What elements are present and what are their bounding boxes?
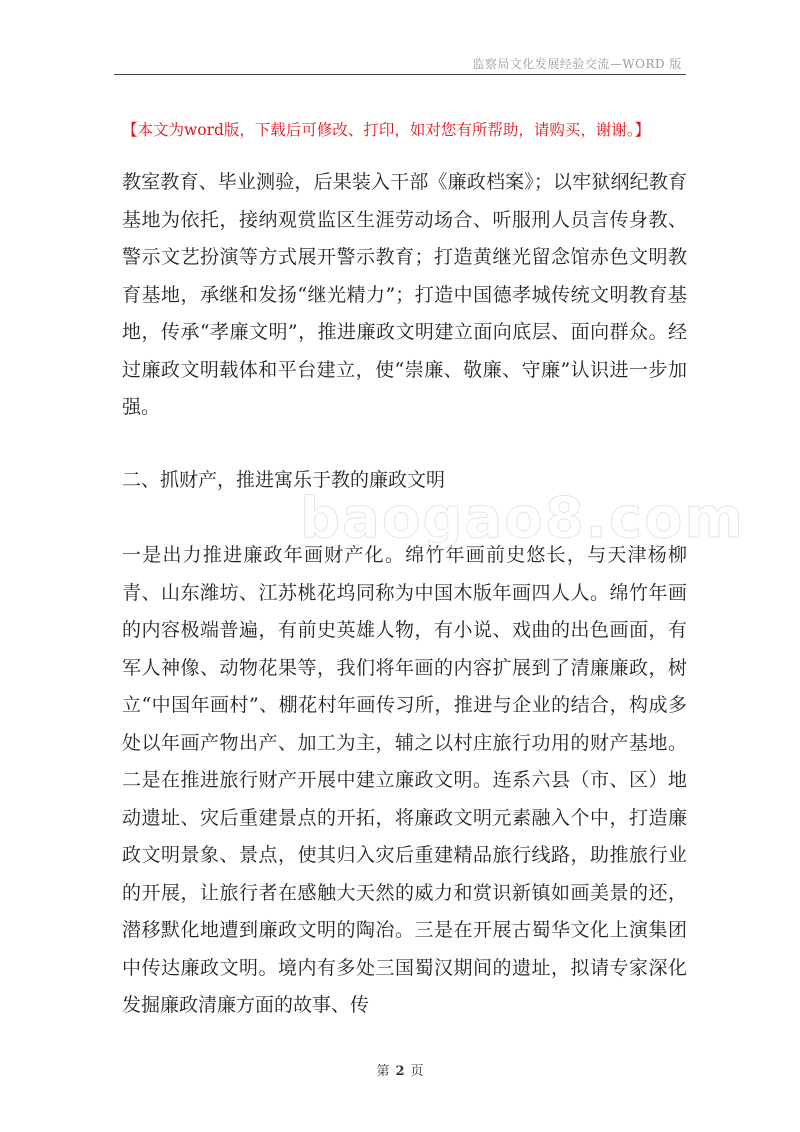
page-footer [0, 1060, 800, 1079]
download-notice: 【本文为word版，下载后可修改、打印，如对您有所帮助，请购买，谢谢。】 [122, 121, 651, 139]
page-prefix: 第 [376, 1064, 390, 1079]
section-heading: 二、抓财产，推进寓乐于教的廉政文明 [122, 469, 446, 491]
body-paragraph-2: 一是出力推进廉政年画财产化。绵竹年画前史悠长，与天津杨柳青、山东潍坊、江苏桃花坞同称为中国木版年画四人人。绵竹年画的内容极端普遍，有前史英雄人物，有小说、戏曲的出色画面，有军人神像、动物花果等，我们将年画的内容扩展到了清廉廉政，树立“中国年画村”、棚花村年画传习所，推进与企业的结合，构成多处以年画产物出产、加工为主，辅之以村庄旅行功用的财产基地。二是在推进旅行财产开展中建立廉政文明。连系六县（市、区）地动遗址、灾后重建景点的开拓，将廉政文明元素融入个中，打造廉政文明景象、景点，使其归入灾后重建精品旅行线路，助推旅行业的开展，让旅行者在感触大天然的威力和赏识新镇如画美景的还，潜移默化地遭到廉政文明的陶冶。三是在开展古蜀华文化上演集团中传达廉政文明。境内有多处三国蜀汉期间的遗址，拟请专家深化发掘廉政清廉方面的故事、传 [122, 544, 687, 1016]
body-paragraph-1: 教室教育、毕业测验，后果装入干部《廉政档案》；以牢狱纲纪教育基地为依托，接纳观赏监区生涯劳动场合、听服刑人员言传身教、警示文艺扮演等方式展开警示教育；打造黄继光留念馆赤色文明教育基地，承继和发扬“继光精力”；打造中国德孝城传统文明教育基地，传承“孝廉文明”，推进廉政文明建立面向底层、面向群众。经过廉政文明载体和平台建立，使“崇廉、敬廉、守廉”认识进一步加强。 [122, 171, 687, 418]
watermark: baogao8.com [300, 486, 745, 551]
header-divider [114, 74, 686, 75]
page-suffix: 页 [410, 1064, 424, 1079]
running-header: 监察局文化发展经验交流—WORD 版 [472, 57, 682, 71]
page-number: 2 [395, 1064, 405, 1079]
